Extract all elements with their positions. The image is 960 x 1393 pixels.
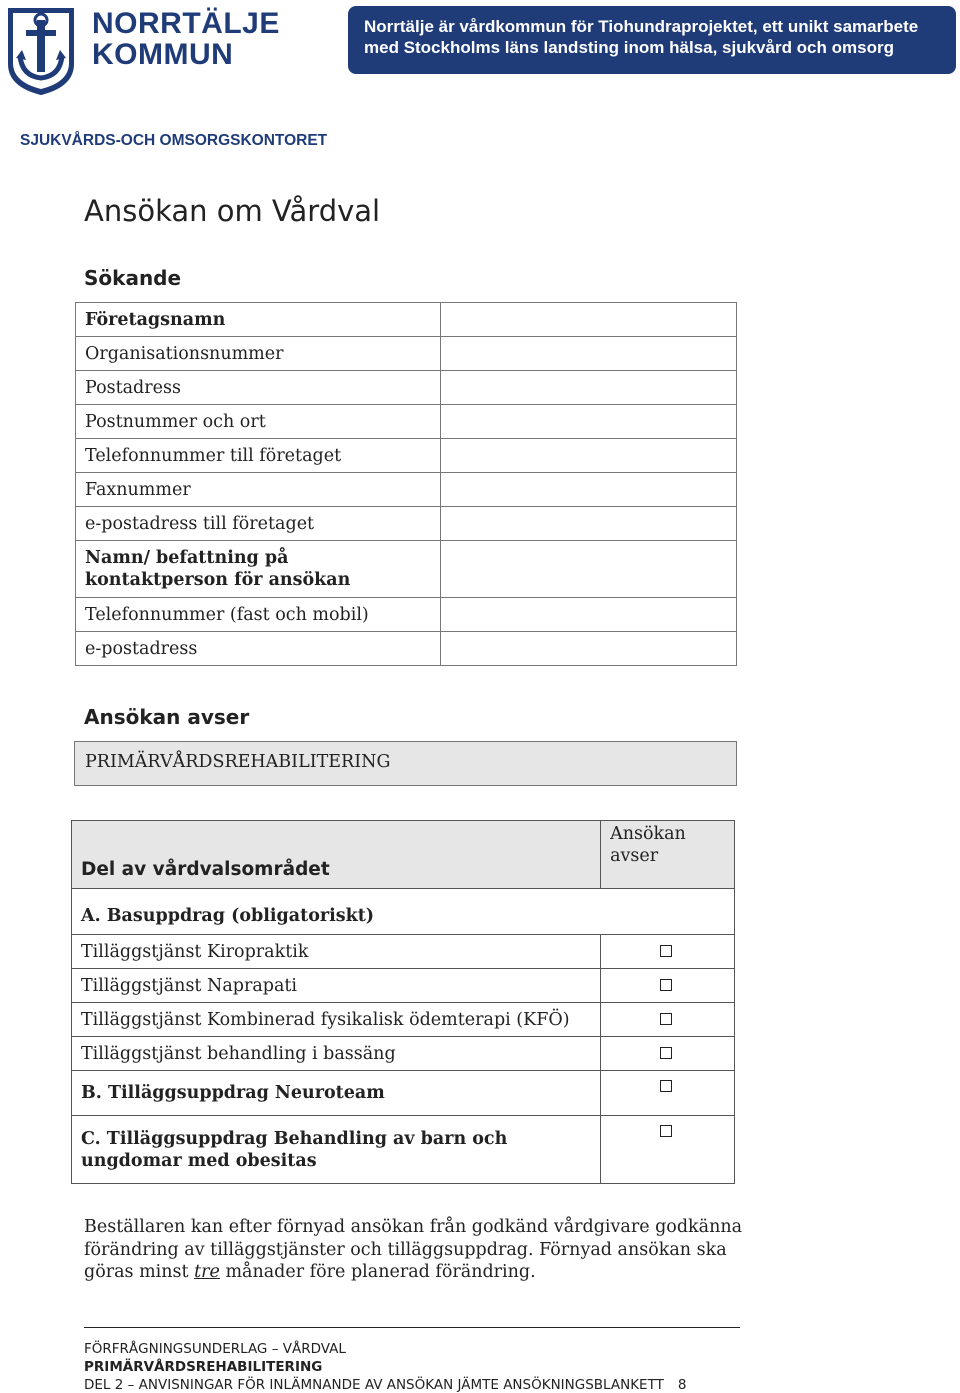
- service-label-kfo: Tilläggstjänst Kombinerad fysikalisk ödemterapi (KFÖ): [72, 1003, 601, 1037]
- field-label-org-number: Organisationsnummer: [76, 337, 441, 371]
- field-value-contact-email[interactable]: [441, 632, 737, 666]
- column-header-applies-line-2: avser: [610, 846, 659, 866]
- column-header-applies-line-1: Ansökan: [610, 824, 686, 844]
- table-header-row: [72, 821, 735, 889]
- field-label-contact-email: e-postadress: [76, 632, 441, 666]
- section-c-line-1: C. Tilläggsuppdrag Behandling av barn och: [81, 1128, 508, 1149]
- field-label-fax: Faxnummer: [76, 473, 441, 507]
- field-value-contact-person[interactable]: [441, 541, 737, 598]
- table-row: [76, 405, 737, 439]
- checkbox-cell: [601, 1116, 735, 1184]
- field-label-contact-phone: Telefonnummer (fast och mobil): [76, 598, 441, 632]
- change-request-note: [84, 1216, 744, 1284]
- checkbox-kfo[interactable]: [660, 1013, 672, 1025]
- table-row: [72, 1071, 735, 1116]
- table-row: [76, 507, 737, 541]
- application-heading: Ansökan avser: [84, 705, 250, 729]
- table-row: [76, 371, 737, 405]
- field-value-fax[interactable]: [441, 473, 737, 507]
- field-value-company-phone[interactable]: [441, 439, 737, 473]
- table-row: [72, 1116, 735, 1184]
- field-value-zip-city[interactable]: [441, 405, 737, 439]
- table-row: [76, 632, 737, 666]
- section-c-label: [72, 1116, 601, 1184]
- footer-line-1: FÖRFRÅGNINGSUNDERLAG – VÅRDVAL: [84, 1341, 346, 1357]
- checkbox-naprapathy[interactable]: [660, 979, 672, 991]
- column-header-applies: [601, 821, 735, 889]
- table-row: [76, 473, 737, 507]
- field-label-postal-address: Postadress: [76, 371, 441, 405]
- table-row: [76, 541, 737, 598]
- field-value-company-email[interactable]: [441, 507, 737, 541]
- header-banner: [348, 6, 956, 74]
- table-row: [72, 935, 735, 969]
- logo-line-1: NORRTÄLJE: [92, 7, 280, 40]
- checkbox-cell: [601, 935, 735, 969]
- service-label-chiropractic: Tilläggstjänst Kiropraktik: [72, 935, 601, 969]
- logo-line-2: KOMMUN: [92, 38, 234, 71]
- note-line-3-post: månader före planerad förändring.: [219, 1262, 536, 1282]
- service-label-naprapathy: Tilläggstjänst Naprapati: [72, 969, 601, 1003]
- municipality-logo-text: [92, 8, 280, 70]
- footer-line-2: PRIMÄRVÅRDSREHABILITERING: [84, 1359, 323, 1375]
- page-number: 8: [677, 1377, 687, 1393]
- field-label-contact-person: [76, 541, 441, 598]
- table-row: [76, 337, 737, 371]
- banner-line-1: Norrtälje är vårdkommun för Tiohundraprojektet, ett unikt samarbete: [364, 17, 919, 36]
- column-header-part: Del av vårdvalsområdet: [72, 821, 601, 889]
- field-value-company[interactable]: [441, 303, 737, 337]
- table-row: [72, 1037, 735, 1071]
- section-a-label: A. Basuppdrag (obligatoriskt): [72, 889, 735, 935]
- banner-line-2: med Stockholms läns landsting inom hälsa, sjukvård och omsorg: [364, 38, 894, 57]
- checkbox-cell: [601, 1037, 735, 1071]
- applicant-heading: Sökande: [84, 266, 182, 290]
- table-row: [76, 439, 737, 473]
- checkbox-neuroteam[interactable]: [660, 1080, 672, 1092]
- checkbox-cell: [601, 969, 735, 1003]
- service-label-pool-treatment: Tilläggstjänst behandling i bassäng: [72, 1037, 601, 1071]
- field-label-company-phone: Telefonnummer till företaget: [76, 439, 441, 473]
- field-value-postal-address[interactable]: [441, 371, 737, 405]
- field-label-company: Företagsnamn: [76, 303, 441, 337]
- section-c-line-2: ungdomar med obesitas: [81, 1150, 317, 1171]
- note-emphasis: tre: [194, 1262, 220, 1282]
- page-title: Ansökan om Vårdval: [84, 194, 381, 228]
- note-line-3-pre: göras minst: [84, 1262, 195, 1282]
- table-row: [72, 889, 735, 935]
- section-b-label: B. Tilläggsuppdrag Neuroteam: [72, 1071, 601, 1116]
- table-row: [76, 303, 737, 337]
- note-line-1: Beställaren kan efter förnyad ansökan från godkänd vårdgivare godkänna: [84, 1217, 743, 1237]
- checkbox-obesity-treatment[interactable]: [660, 1125, 672, 1137]
- footer-document-part: DEL 2 – ANVISNINGAR FÖR INLÄMNANDE AV ANSÖKAN JÄMTE ANSÖKNINGSBLANKETT: [84, 1377, 664, 1393]
- care-area-parts-table: [71, 820, 735, 1184]
- field-value-org-number[interactable]: [441, 337, 737, 371]
- field-value-contact-phone[interactable]: [441, 598, 737, 632]
- contact-label-line-1: Namn/ befattning på: [85, 548, 289, 568]
- checkbox-cell: [601, 1003, 735, 1037]
- table-row: [72, 969, 735, 1003]
- checkbox-chiropractic[interactable]: [660, 945, 672, 957]
- footer-divider: [84, 1327, 740, 1328]
- field-label-company-email: e-postadress till företaget: [76, 507, 441, 541]
- office-name: SJUKVÅRDS-OCH OMSORGSKONTORET: [20, 132, 328, 149]
- note-line-3: [84, 1261, 744, 1284]
- table-row: [72, 1003, 735, 1037]
- norrtalje-crest-logo: [6, 6, 76, 96]
- contact-label-line-2: kontaktperson för ansökan: [85, 570, 351, 590]
- care-area-field: PRIMÄRVÅRDSREHABILITERING: [74, 741, 737, 786]
- applicant-table: [75, 302, 737, 666]
- table-row: [76, 598, 737, 632]
- field-label-zip-city: Postnummer och ort: [76, 405, 441, 439]
- note-line-2: förändring av tilläggstjänster och tilläggsuppdrag. Förnyad ansökan ska: [84, 1239, 727, 1260]
- checkbox-pool-treatment[interactable]: [660, 1047, 672, 1059]
- checkbox-cell: [601, 1071, 735, 1116]
